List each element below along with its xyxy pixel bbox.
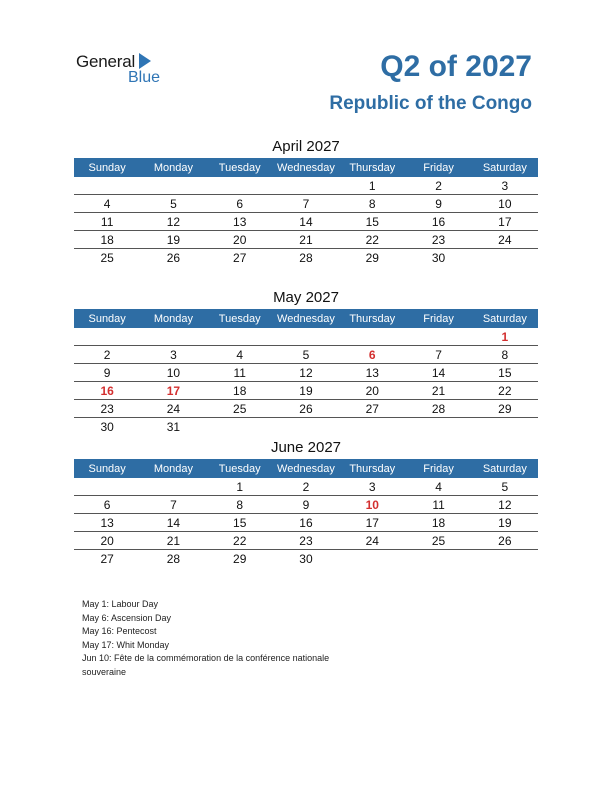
day-cell: 23 — [431, 232, 446, 247]
day-cell: 5 — [302, 347, 310, 362]
weekday-label: Tuesday — [218, 161, 261, 174]
week-row — [74, 177, 538, 195]
holiday-note: May 6: Ascension Day — [82, 612, 172, 623]
month-april — [74, 136, 538, 266]
day-cell: 5 — [170, 196, 177, 211]
weekday-label: Friday — [423, 312, 454, 325]
weekday-label: Sunday — [88, 312, 126, 325]
day-cell: 20 — [100, 533, 114, 548]
week-row — [74, 213, 538, 231]
week-row — [74, 346, 538, 364]
day-cell: 30 — [100, 419, 114, 434]
day-cell: 24 — [365, 533, 379, 548]
logo-blue-text: Blue — [128, 69, 161, 86]
day-cell: 2 — [302, 479, 310, 494]
week-row — [74, 328, 538, 346]
day-cell: 14 — [299, 214, 313, 229]
day-cell: 26 — [299, 401, 313, 416]
day-cell: 26 — [498, 533, 512, 548]
day-cell: 17 — [166, 383, 181, 398]
day-cell: 12 — [498, 497, 512, 512]
day-cell: 9 — [435, 196, 442, 211]
day-cell: 15 — [365, 214, 379, 229]
week-row — [74, 382, 538, 400]
day-cell: 25 — [431, 533, 446, 548]
day-cell: 22 — [498, 383, 512, 398]
day-cell: 6 — [368, 347, 376, 362]
day-cell: 20 — [233, 232, 247, 247]
day-cell: 3 — [170, 347, 177, 362]
day-cell: 27 — [100, 551, 114, 566]
day-cell: 8 — [236, 497, 244, 512]
logo-flag-icon — [139, 53, 151, 69]
day-cell: 8 — [368, 196, 376, 211]
day-cell: 5 — [501, 479, 509, 494]
holiday-notes — [82, 598, 382, 679]
day-cell: 22 — [233, 533, 247, 548]
day-cell: 13 — [365, 365, 379, 380]
weekday-label: Saturday — [482, 462, 527, 475]
day-cell: 18 — [233, 383, 247, 398]
day-cell: 28 — [431, 401, 446, 416]
day-cell: 22 — [365, 232, 379, 247]
weekday-label: Monday — [153, 312, 193, 325]
day-cell: 9 — [302, 497, 310, 512]
week-row — [74, 364, 538, 382]
day-cell: 19 — [166, 232, 181, 247]
weekday-header — [74, 158, 538, 177]
holiday-note: May 16: Pentecost — [82, 626, 157, 636]
day-cell: 15 — [498, 365, 512, 380]
day-cell: 13 — [100, 515, 114, 530]
day-cell: 14 — [166, 515, 181, 530]
month-title: May 2027 — [273, 289, 339, 306]
weekday-label: Tuesday — [218, 312, 261, 325]
week-row — [74, 231, 538, 249]
week-row — [74, 400, 538, 418]
day-cell: 29 — [365, 250, 379, 265]
weekday-label: Friday — [423, 161, 454, 174]
day-cell: 23 — [100, 401, 114, 416]
week-row — [74, 532, 538, 550]
day-cell: 12 — [299, 365, 313, 380]
holiday-note: Jun 10: Fête de la commémoration de la conférence nationale — [82, 653, 330, 663]
logo — [76, 52, 176, 90]
week-row — [74, 496, 538, 514]
day-cell: 19 — [299, 383, 313, 398]
day-cell: 3 — [501, 178, 509, 193]
weekday-label: Friday — [423, 462, 454, 475]
day-cell: 7 — [170, 497, 177, 512]
weekday-label: Wednesday — [277, 462, 335, 475]
day-cell: 27 — [365, 401, 379, 416]
day-cell: 24 — [166, 401, 181, 416]
week-row — [74, 418, 538, 435]
week-row — [74, 550, 538, 567]
day-cell: 18 — [431, 515, 446, 530]
day-cell: 28 — [299, 250, 313, 265]
day-cell: 17 — [365, 515, 379, 530]
day-cell: 7 — [435, 347, 442, 362]
logo-general-text: General — [76, 52, 136, 71]
holiday-note: souveraine — [82, 666, 127, 677]
day-cell: 31 — [166, 419, 181, 434]
day-cell: 12 — [166, 214, 181, 229]
month-title: April 2027 — [272, 138, 340, 155]
weekday-header — [74, 309, 538, 328]
day-cell: 10 — [365, 497, 379, 512]
day-cell: 1 — [501, 329, 509, 344]
weekday-header — [74, 459, 538, 478]
holiday-note: May 17: Whit Monday — [82, 639, 170, 650]
holiday-note: May 1: Labour Day — [82, 599, 159, 609]
day-cell: 4 — [103, 196, 111, 211]
weekday-label: Wednesday — [277, 312, 335, 325]
week-row — [74, 514, 538, 532]
day-cell: 23 — [299, 533, 313, 548]
day-cell: 6 — [103, 497, 111, 512]
day-cell: 21 — [299, 232, 313, 247]
month-may — [74, 287, 538, 435]
day-cell: 1 — [368, 178, 376, 193]
weekday-label: Saturday — [482, 161, 527, 174]
weekday-label: Wednesday — [277, 161, 335, 174]
day-cell: 18 — [100, 232, 114, 247]
weekday-label: Sunday — [88, 462, 126, 475]
day-cell: 30 — [431, 250, 446, 265]
month-june — [74, 437, 538, 567]
week-row — [74, 249, 538, 266]
day-cell: 2 — [435, 178, 442, 193]
weekday-label: Tuesday — [218, 462, 261, 475]
day-cell: 11 — [233, 365, 246, 380]
day-cell: 8 — [501, 347, 509, 362]
month-title: June 2027 — [270, 439, 342, 456]
day-cell: 16 — [100, 383, 114, 398]
week-row — [74, 195, 538, 213]
day-cell: 11 — [100, 214, 114, 229]
day-cell: 2 — [103, 347, 111, 362]
day-cell: 20 — [365, 383, 379, 398]
day-cell: 4 — [236, 347, 244, 362]
day-cell: 4 — [435, 479, 442, 494]
day-cell: 17 — [498, 214, 512, 229]
day-cell: 29 — [233, 551, 247, 566]
weekday-label: Monday — [153, 462, 193, 475]
day-cell: 29 — [498, 401, 512, 416]
day-cell: 26 — [166, 250, 181, 265]
day-cell: 25 — [100, 250, 114, 265]
day-cell: 30 — [299, 551, 313, 566]
day-cell: 3 — [368, 479, 376, 494]
day-cell: 25 — [233, 401, 247, 416]
day-cell: 7 — [302, 196, 310, 211]
day-cell: 9 — [103, 365, 111, 380]
day-cell: 21 — [166, 533, 181, 548]
weekday-label: Monday — [153, 161, 193, 174]
day-cell: 16 — [431, 214, 446, 229]
day-cell: 19 — [498, 515, 512, 530]
day-cell: 10 — [166, 365, 181, 380]
day-cell: 10 — [498, 196, 512, 211]
day-cell: 14 — [431, 365, 446, 380]
day-cell: 28 — [166, 551, 181, 566]
day-cell: 13 — [233, 214, 247, 229]
weekday-label: Thursday — [349, 462, 396, 475]
page-subtitle: Republic of the Congo — [329, 93, 532, 114]
day-cell: 11 — [432, 497, 445, 512]
week-row — [74, 478, 538, 496]
weekday-label: Thursday — [349, 161, 396, 174]
day-cell: 1 — [236, 479, 244, 494]
day-cell: 6 — [236, 196, 244, 211]
day-cell: 16 — [299, 515, 313, 530]
weekday-label: Sunday — [88, 161, 126, 174]
weekday-label: Saturday — [482, 312, 527, 325]
page-title: Q2 of 2027 — [380, 50, 532, 83]
day-cell: 21 — [431, 383, 446, 398]
weekday-label: Thursday — [349, 312, 396, 325]
day-cell: 24 — [498, 232, 512, 247]
day-cell: 27 — [233, 250, 247, 265]
day-cell: 15 — [233, 515, 247, 530]
